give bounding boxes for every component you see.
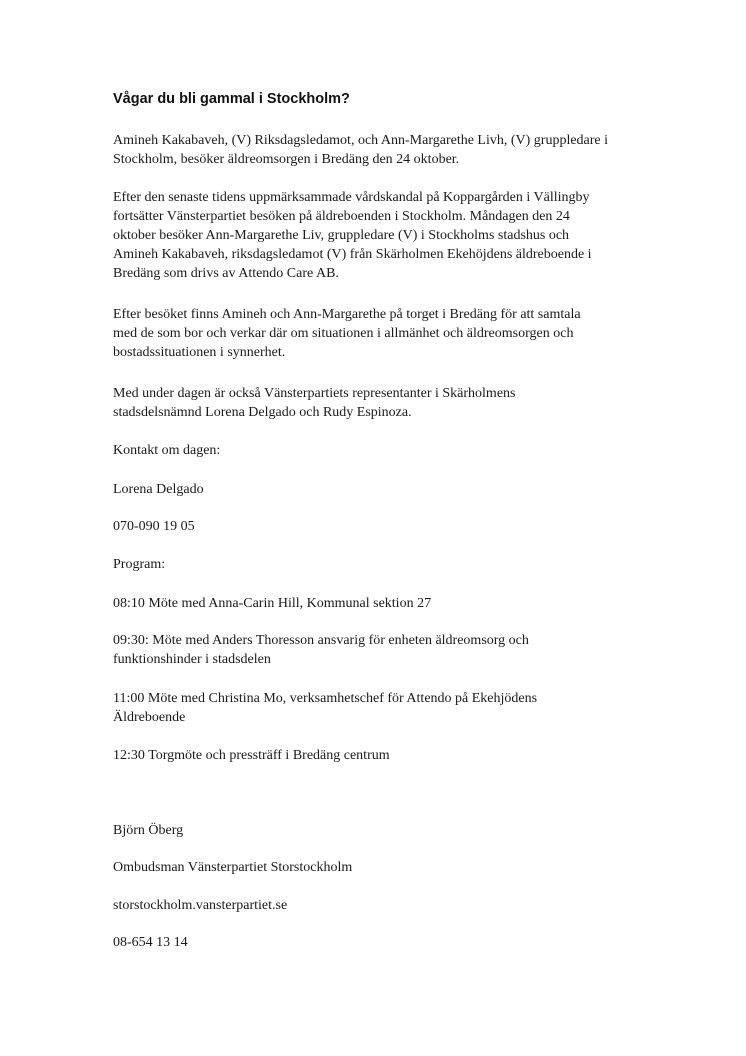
program-item [113,689,643,727]
representatives-paragraph [113,384,643,422]
text-line: Efter besöket finns Amineh och Ann-Margarethe på torget i Bredäng för att samtala [113,307,581,322]
signature-phone [113,933,643,952]
signature-name-text: Björn Öberg [113,823,184,838]
signature-role-text: Ombudsman Vänsterpartiet Storstockholm [113,860,353,875]
text-line: 11:00 Möte med Christina Mo, verksamhetschef för Attendo på Ekehjödens [113,691,538,706]
text-line: stadsdelsnämnd Lorena Delgado och Rudy Espinoza. [113,405,412,420]
program-item [113,746,643,765]
text-line: Amineh Kakabaveh, (V) Riksdagsledamot, och Ann-Margarethe Livh, (V) gruppledare i [113,133,609,148]
text-line: med de som bor och verkar där om situationen i allmänhet och äldreomsorgen och [113,326,574,341]
text-line: Bredäng som drivs av Attendo Care AB. [113,266,339,281]
text-line: Stockholm, besöker äldreomsorgen i Bredäng den 24 oktober. [113,152,460,167]
text-line: 08:10 Möte med Anna-Carin Hill, Kommunal sektion 27 [113,596,432,611]
contact-phone-text: 070-090 19 05 [113,519,195,534]
program-item [113,631,643,669]
contact-name-text: Lorena Delgado [113,482,204,497]
text-line: 12:30 Torgmöte och pressträff i Bredäng centrum [113,748,390,763]
signature-website [113,896,643,915]
contact-heading-text: Kontakt om dagen: [113,443,221,458]
signature-phone-text: 08-654 13 14 [113,935,188,950]
text-line: Efter den senaste tidens uppmärksammade vårdskandal på Koppargården i Vällingby [113,190,590,205]
text-line: 09:30: Möte med Anders Thoresson ansvarig för enheten äldreomsorg och [113,633,529,648]
background-paragraph [113,188,643,283]
contact-name [113,480,643,499]
text-line: bostadssituationen i synnerhet. [113,345,286,360]
program-item [113,594,643,613]
after-visit-paragraph [113,305,643,362]
signature-role [113,858,643,877]
contact-phone [113,517,643,536]
text-line: Med under dagen är också Vänsterpartiets representanter i Skärholmens [113,386,516,401]
contact-heading [113,441,643,460]
program-heading [113,555,643,574]
text-line: Äldreboende [113,710,186,725]
text-line: oktober besöker Ann-Margarethe Liv, gruppledare (V) i Stockholms stadshus och [113,228,570,243]
document-title: Vågar du bli gammal i Stockholm? [113,91,350,107]
intro-paragraph [113,131,643,169]
program-heading-text: Program: [113,557,166,572]
text-line: funktionshinder i stadsdelen [113,652,271,667]
signature-website-text: storstockholm.vansterpartiet.se [113,898,288,913]
text-line: fortsätter Vänsterpartiet besöken på äldreboenden i Stockholm. Måndagen den 24 [113,209,570,224]
signature-name [113,821,643,840]
text-line: Amineh Kakabaveh, riksdagsledamot (V) från Skärholmen Ekehöjdens äldreboende i [113,247,592,262]
